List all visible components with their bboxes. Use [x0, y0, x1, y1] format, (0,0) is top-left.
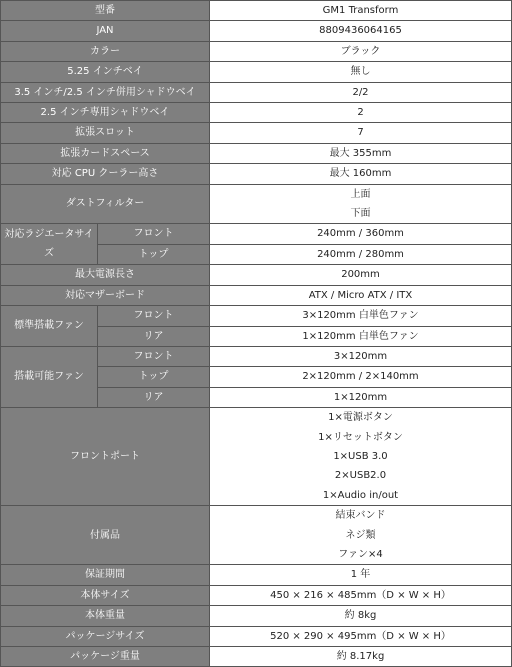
label-slot: 拡張スロット — [1, 123, 210, 143]
row-psu — [1, 265, 512, 285]
label-accessories: 付属品 — [1, 506, 210, 565]
value-radiator-top: 240mm / 280mm — [210, 244, 512, 264]
label-std-fan-rear: リア — [98, 326, 210, 346]
label-std-fan-front: フロント — [98, 306, 210, 326]
front-port-item: 1×リセットボタン — [318, 431, 403, 443]
row-pkg-weight — [1, 647, 512, 667]
value-slot: 7 — [210, 123, 512, 143]
label-radiator: 対応ラジエータサイズ — [1, 224, 98, 265]
row-warranty — [1, 565, 512, 585]
value-bay-25: 2 — [210, 103, 512, 123]
label-fan-mount: 搭載可能ファン — [1, 346, 98, 407]
value-bay-35: 2/2 — [210, 82, 512, 102]
row-cooler — [1, 164, 512, 184]
value-pkg-size: 520 × 290 × 495mm（D × W × H） — [210, 626, 512, 646]
value-model: GM1 Transform — [210, 1, 512, 21]
label-warranty: 保証期間 — [1, 565, 210, 585]
value-fan-mount-top: 2×120mm / 2×140mm — [210, 367, 512, 387]
dust-item: 上面 — [350, 188, 371, 200]
label-card: 拡張カードスペース — [1, 143, 210, 163]
row-motherboard — [1, 285, 512, 305]
row-bay-35 — [1, 82, 512, 102]
value-motherboard: ATX / Micro ATX / ITX — [210, 285, 512, 305]
value-fan-mount-front: 3×120mm — [210, 346, 512, 366]
value-radiator-front: 240mm / 360mm — [210, 224, 512, 244]
row-radiator-front — [1, 224, 512, 244]
label-fan-mount-front: フロント — [98, 346, 210, 366]
front-port-item: 1×Audio in/out — [322, 489, 399, 501]
label-std-fan: 標準搭載ファン — [1, 306, 98, 347]
value-color: ブラック — [210, 41, 512, 61]
label-pkg-weight: パッケージ重量 — [1, 647, 210, 667]
label-jan: JAN — [1, 21, 210, 41]
value-accessories — [210, 506, 512, 565]
value-std-fan-front: 3×120mm 白単色ファン — [210, 306, 512, 326]
value-warranty: 1 年 — [210, 565, 512, 585]
row-card — [1, 143, 512, 163]
row-color — [1, 41, 512, 61]
value-front-port — [210, 408, 512, 506]
label-color: カラー — [1, 41, 210, 61]
label-fan-mount-top: トップ — [98, 367, 210, 387]
accessory-item: ファン×4 — [338, 548, 383, 560]
front-port-item: 1×USB 3.0 — [333, 450, 388, 462]
row-std-fan-front — [1, 306, 512, 326]
row-fan-mount-front — [1, 346, 512, 366]
label-size: 本体サイズ — [1, 585, 210, 605]
label-model: 型番 — [1, 1, 210, 21]
value-psu: 200mm — [210, 265, 512, 285]
label-cooler: 対応 CPU クーラー高さ — [1, 164, 210, 184]
value-bay-525: 無し — [210, 62, 512, 82]
row-size — [1, 585, 512, 605]
label-weight: 本体重量 — [1, 606, 210, 626]
value-cooler: 最大 160mm — [210, 164, 512, 184]
label-bay-25: 2.5 インチ専用シャドウベイ — [1, 103, 210, 123]
value-card: 最大 355mm — [210, 143, 512, 163]
value-jan: 8809436064165 — [210, 21, 512, 41]
label-bay-35: 3.5 インチ/2.5 インチ併用シャドウベイ — [1, 82, 210, 102]
row-jan — [1, 21, 512, 41]
row-dust — [1, 184, 512, 224]
value-fan-mount-rear: 1×120mm — [210, 387, 512, 407]
value-size: 450 × 216 × 485mm（D × W × H） — [210, 585, 512, 605]
front-port-item: 2×USB2.0 — [334, 470, 387, 482]
label-motherboard: 対応マザーボード — [1, 285, 210, 305]
value-pkg-weight: 約 8.17kg — [210, 647, 512, 667]
value-dust — [210, 184, 512, 224]
label-radiator-top: トップ — [98, 244, 210, 264]
accessory-item: 結束バンド — [335, 510, 386, 522]
accessory-item: ネジ類 — [345, 529, 376, 541]
row-accessories — [1, 506, 512, 565]
label-psu: 最大電源長さ — [1, 265, 210, 285]
row-bay-525 — [1, 62, 512, 82]
row-weight — [1, 606, 512, 626]
front-port-item: 1×電源ボタン — [328, 412, 393, 424]
dust-item: 下面 — [350, 208, 371, 220]
row-pkg-size — [1, 626, 512, 646]
label-radiator-front: フロント — [98, 224, 210, 244]
value-std-fan-rear: 1×120mm 白単色ファン — [210, 326, 512, 346]
label-dust: ダストフィルター — [1, 184, 210, 224]
row-slot — [1, 123, 512, 143]
label-bay-525: 5.25 インチベイ — [1, 62, 210, 82]
row-front-port — [1, 408, 512, 506]
label-front-port: フロントポート — [1, 408, 210, 506]
row-model — [1, 1, 512, 21]
value-weight: 約 8kg — [210, 606, 512, 626]
label-fan-mount-rear: リア — [98, 387, 210, 407]
label-pkg-size: パッケージサイズ — [1, 626, 210, 646]
row-bay-25 — [1, 103, 512, 123]
